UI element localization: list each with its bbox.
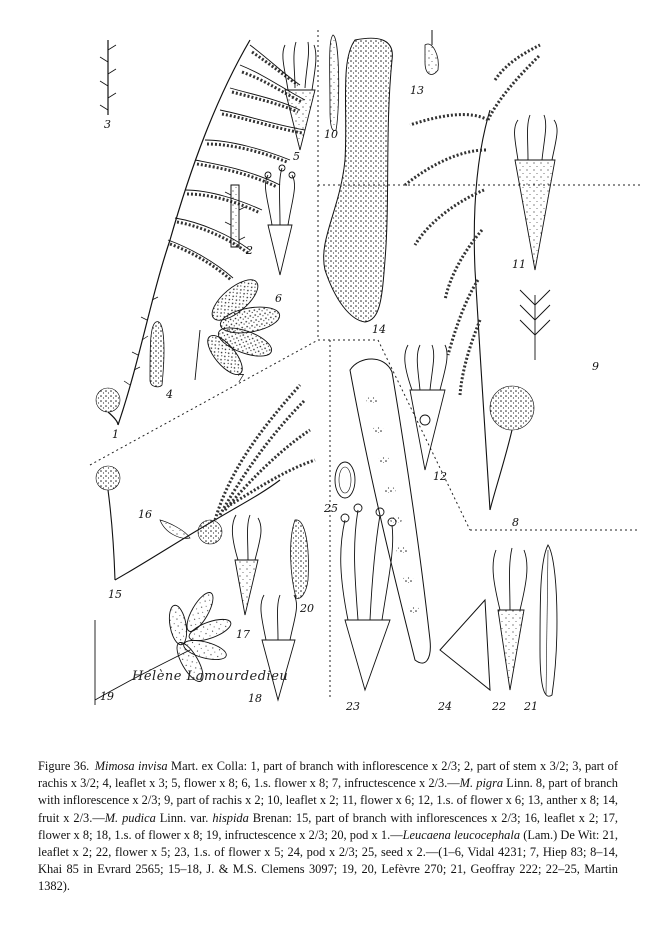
figure-label: 16 [138, 508, 152, 521]
species-name: M. pudica [104, 810, 156, 825]
fig-leaflet-10 [330, 35, 339, 131]
species-name: M. pigra [459, 776, 504, 791]
fig-mimosa-pudica-branch [96, 385, 315, 580]
caption-text: Linn. 8, part of branch with inflorescence x 2/3; 9, part of rachis x 2; 10, leaflet x 2; 11, flower x 6; 12, 1.s. of flower x 6; 13, anther x 8; 14, fruit x 2/3.— [38, 776, 618, 825]
figure-label: 5 [293, 150, 300, 163]
figure-label: 14 [372, 323, 386, 336]
variety-name: hispida [212, 810, 249, 825]
caption-label: Figure 36. [38, 759, 90, 773]
illustrator-signature: Hélène Lamourdedieu [132, 669, 289, 684]
figure-caption [38, 758, 618, 896]
figure-label: 9 [592, 360, 599, 373]
fig-rachis-segment [100, 40, 116, 115]
caption-text: (Lam.) De Wit: 21, leaflet x 2; 22, flower x 5; 23, 1.s. of flower x 5; 24, pod x 2/3; 25, seed x 2.—(1–6, Vidal 4231; 7, Hiep 83; 8–14, Khai 85 in Evrard 2565; 15–18, J. & M.S. Clemens 3097; 19, 20, Lefèvre 270; 21, Geoffray 222; 22–25, Martin 1382). [38, 827, 619, 894]
fig-flower-5 [283, 42, 316, 150]
fig-leucaena-pod-24 [350, 359, 490, 690]
figure-label: 7 [237, 372, 244, 385]
figure-label: 2 [246, 244, 253, 257]
fig-flower-17 [232, 515, 261, 615]
fig-stem-piece [225, 185, 245, 247]
fig-flower-section-18 [261, 595, 297, 700]
figure-label: 10 [324, 128, 338, 141]
figure-label: 6 [275, 292, 282, 305]
figure-label: 18 [248, 692, 262, 705]
figure-label: 22 [492, 700, 506, 713]
figure-label: 21 [524, 700, 538, 713]
fig-seed-25 [335, 462, 355, 498]
figure-label: 20 [300, 602, 314, 615]
figure-label: 11 [512, 258, 526, 271]
fig-leaflet-16 [160, 520, 190, 538]
fig-mimosa-pigra-branch [405, 45, 540, 510]
fig-anther-13 [425, 30, 438, 74]
figure-label: 23 [346, 700, 360, 713]
fig-flower-section-6 [265, 165, 295, 275]
fig-flower-22 [493, 548, 527, 690]
species-name: Mimosa invisa [94, 759, 168, 773]
caption-text: Brenan: 15, part of branch with inflorescences x 2/3; 16, leaflet x 2; 17, flower x 8; 18, 1.s. of flower x 8; 19, infructescence x 2/3; 20, pod x 1.— [38, 810, 618, 842]
fig-pod-20 [291, 520, 309, 599]
fig-leaflet-21 [540, 545, 557, 696]
figure-label: 8 [512, 516, 519, 529]
fig-infructescence-7 [195, 273, 282, 380]
figure-label: 13 [410, 84, 424, 97]
species-name: Leucaena leucocephala [402, 827, 521, 842]
figure-label: 24 [438, 700, 452, 713]
fig-mimosa-invisa-branch [96, 40, 305, 425]
fig-rachis-9 [520, 290, 550, 360]
figure-label: 19 [100, 690, 114, 703]
figure-label: 15 [108, 588, 122, 601]
figure-label: 4 [166, 388, 173, 401]
fig-flower-11 [515, 115, 558, 270]
fig-infructescence-19 [95, 589, 233, 705]
caption-text: Linn. var. [155, 810, 213, 825]
figure-label: 3 [104, 118, 111, 131]
fig-leaflet [150, 322, 164, 387]
figure-label: 25 [324, 502, 338, 515]
figure-label: 17 [236, 628, 250, 641]
figure-label: 12 [433, 470, 447, 483]
caption-text: Mart. ex Colla: 1, part of branch with inflorescence x 2/3; 2, part of stem x 3/2; 3, part of rachis x 3/2; 4, leaflet x 3; 5, flower x 8; 6, 1.s. flower x 8; 7, infructescence x 2/3.— [38, 759, 618, 791]
figure-label: 1 [112, 428, 119, 441]
